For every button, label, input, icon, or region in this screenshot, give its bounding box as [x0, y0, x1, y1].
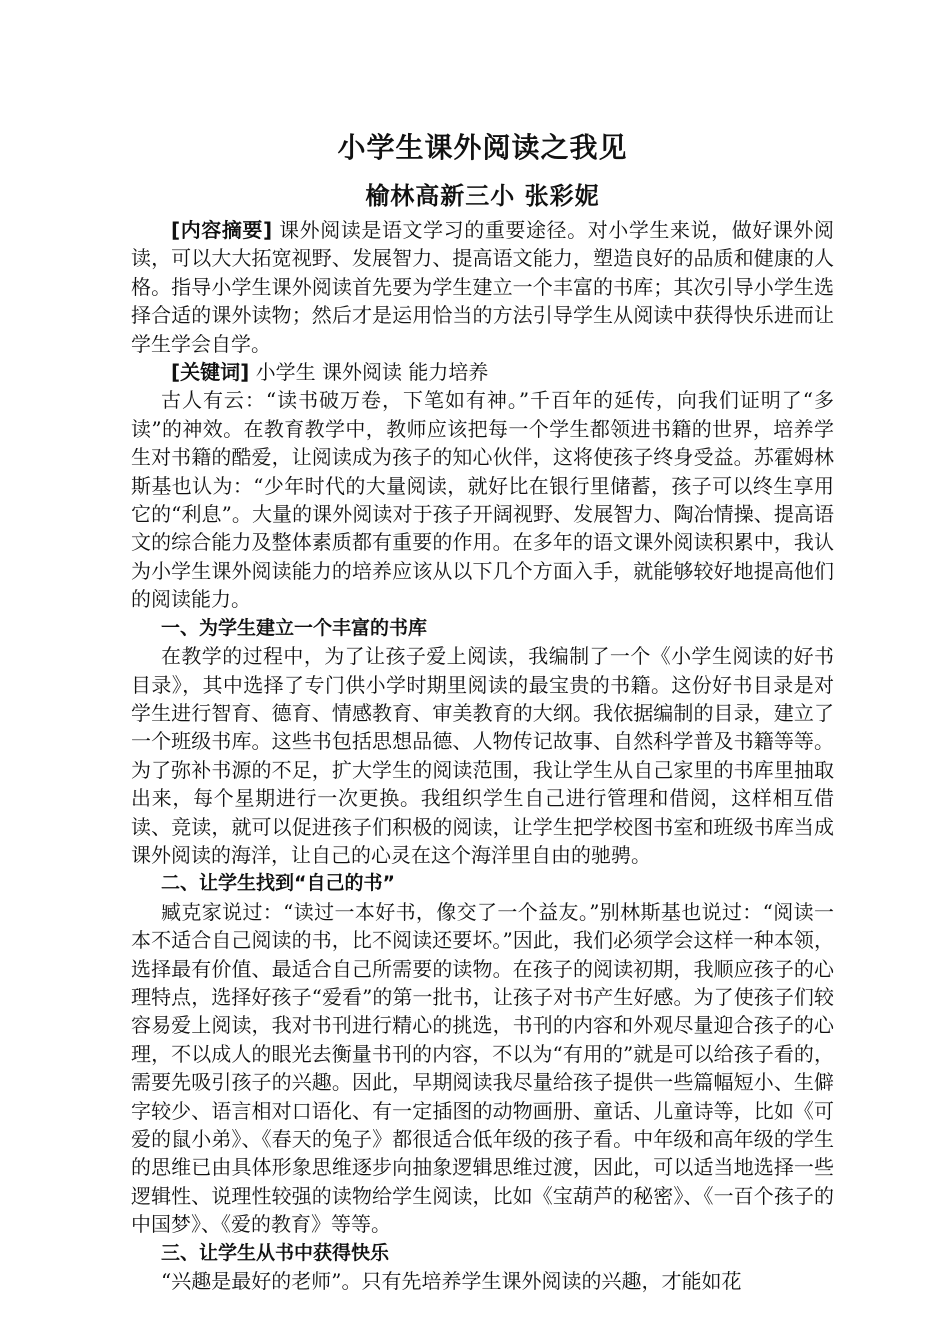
section-heading-1: 一、为学生建立一个丰富的书库	[161, 616, 428, 639]
abstract-paragraph	[131, 216, 834, 358]
keywords-text: 小学生 课外阅读 能力培养	[255, 360, 489, 385]
section-heading-2: 二、让学生找到“自己的书”	[161, 872, 395, 895]
section-body-2: 臧克家说过：“读过一本好书，像交了一个益友。”别林斯基也说过：“阅读一本不适合自己阅读的书，比不阅读还要坏。”因此，我们必须学会这样一种本领，选择最有价值、最适合自己所需要的读物。在孩子的阅读初期，我顺应孩子的心理特点，选择好孩子“爱看”的第一批书，让孩子对书产生好感。为了使孩子们较容易爱上阅读，我对书刊进行精心的挑选，书刊的内容和外观尽量迎合孩子的心理，不以成人的眼光去衡量书刊的内容，不以为“有用的”就是可以给孩子看的，需要先吸引孩子的兴趣。因此，早期阅读我尽量给孩子提供一些篇幅短小、生僻字较少、语言相对口语化、有一定插图的动物画册、童话、儿童诗等，比如《可爱的鼠小弟》、《春天的兔子》都很适合低年级的孩子看。中年级和高年级的学生的思维已由具体形象思维逐步向抽象逻辑思维过渡，因此，可以适当地选择一些逻辑性、说理性较强的读物给学生阅读，比如《宝葫芦的秘密》、《一百个孩子的中国梦》、《爱的教育》等等。	[131, 899, 834, 1237]
intro-paragraph: 古人有云：“读书破万卷，下笔如有神。”千百年的延传，向我们证明了“多读”的神效。在教育教学中，教师应该把每一个学生都领进书籍的世界，培养学生对书籍的酷爱，让阅读成为孩子的知心伙伴，这将使孩子终身受益。苏霍姆林斯基也认为：“少年时代的大量阅读，就好比在银行里储蓄，孩子可以终生享用它的“利息”。大量的课外阅读对于孩子开阔视野、发展智力、陶冶情操、提高语文的综合能力及整体素质都有重要的作用。在多年的语文课外阅读积累中，我认为小学生课外阅读能力的培养应该从以下几个方面入手，就能够较好地提高他们的阅读能力。	[131, 388, 834, 612]
author-line: 榆林高新三小 张彩妮	[365, 182, 600, 210]
section-body-1: 在教学的过程中，为了让孩子爱上阅读，我编制了一个《小学生阅读的好书目录》，其中选择了专门供小学时期里阅读的最宝贵的书籍。这份好书目录是对学生进行智育、德育、情感教育、审美教育的大纲。我依据编制的目录，建立了一个班级书库。这些书包括思想品德、人物传记故事、自然科学普及书籍等等。为了弥补书源的不足，扩大学生的阅读范围，我让学生从自己家里的书库里抽取出来，每个星期进行一次更换。我组织学生自己进行管理和借阅，这样相互借读、竞读，就可以促进孩子们积极的阅读，让学生把学校图书室和班级书库当成课外阅读的海洋，让自己的心灵在这个海洋里自由的驰骋。	[131, 644, 834, 867]
keywords-label: [关键词]	[171, 360, 250, 385]
document-page	[131, 130, 834, 1295]
document-title: 小学生课外阅读之我见	[337, 131, 628, 164]
section-body-3: “兴趣是最好的老师”。只有先培养学生课外阅读的兴趣，才能如花	[161, 1269, 742, 1294]
abstract-text: 课外阅读是语文学习的重要途径。对小学生来说，做好课外阅读，可以大大拓宽视野、发展智力、提高语文能力，塑造良好的品质和健康的人格。指导小学生课外阅读首先要为学生建立一个丰富的书库；其次引导小学生选择合适的课外读物；然后才是运用恰当的方法引导学生从阅读中获得快乐进而让学生学会自学。	[131, 218, 835, 356]
keywords-paragraph	[131, 358, 834, 386]
section-heading-3: 三、让学生从书中获得快乐	[161, 1241, 390, 1264]
abstract-label: [内容摘要]	[171, 218, 273, 242]
